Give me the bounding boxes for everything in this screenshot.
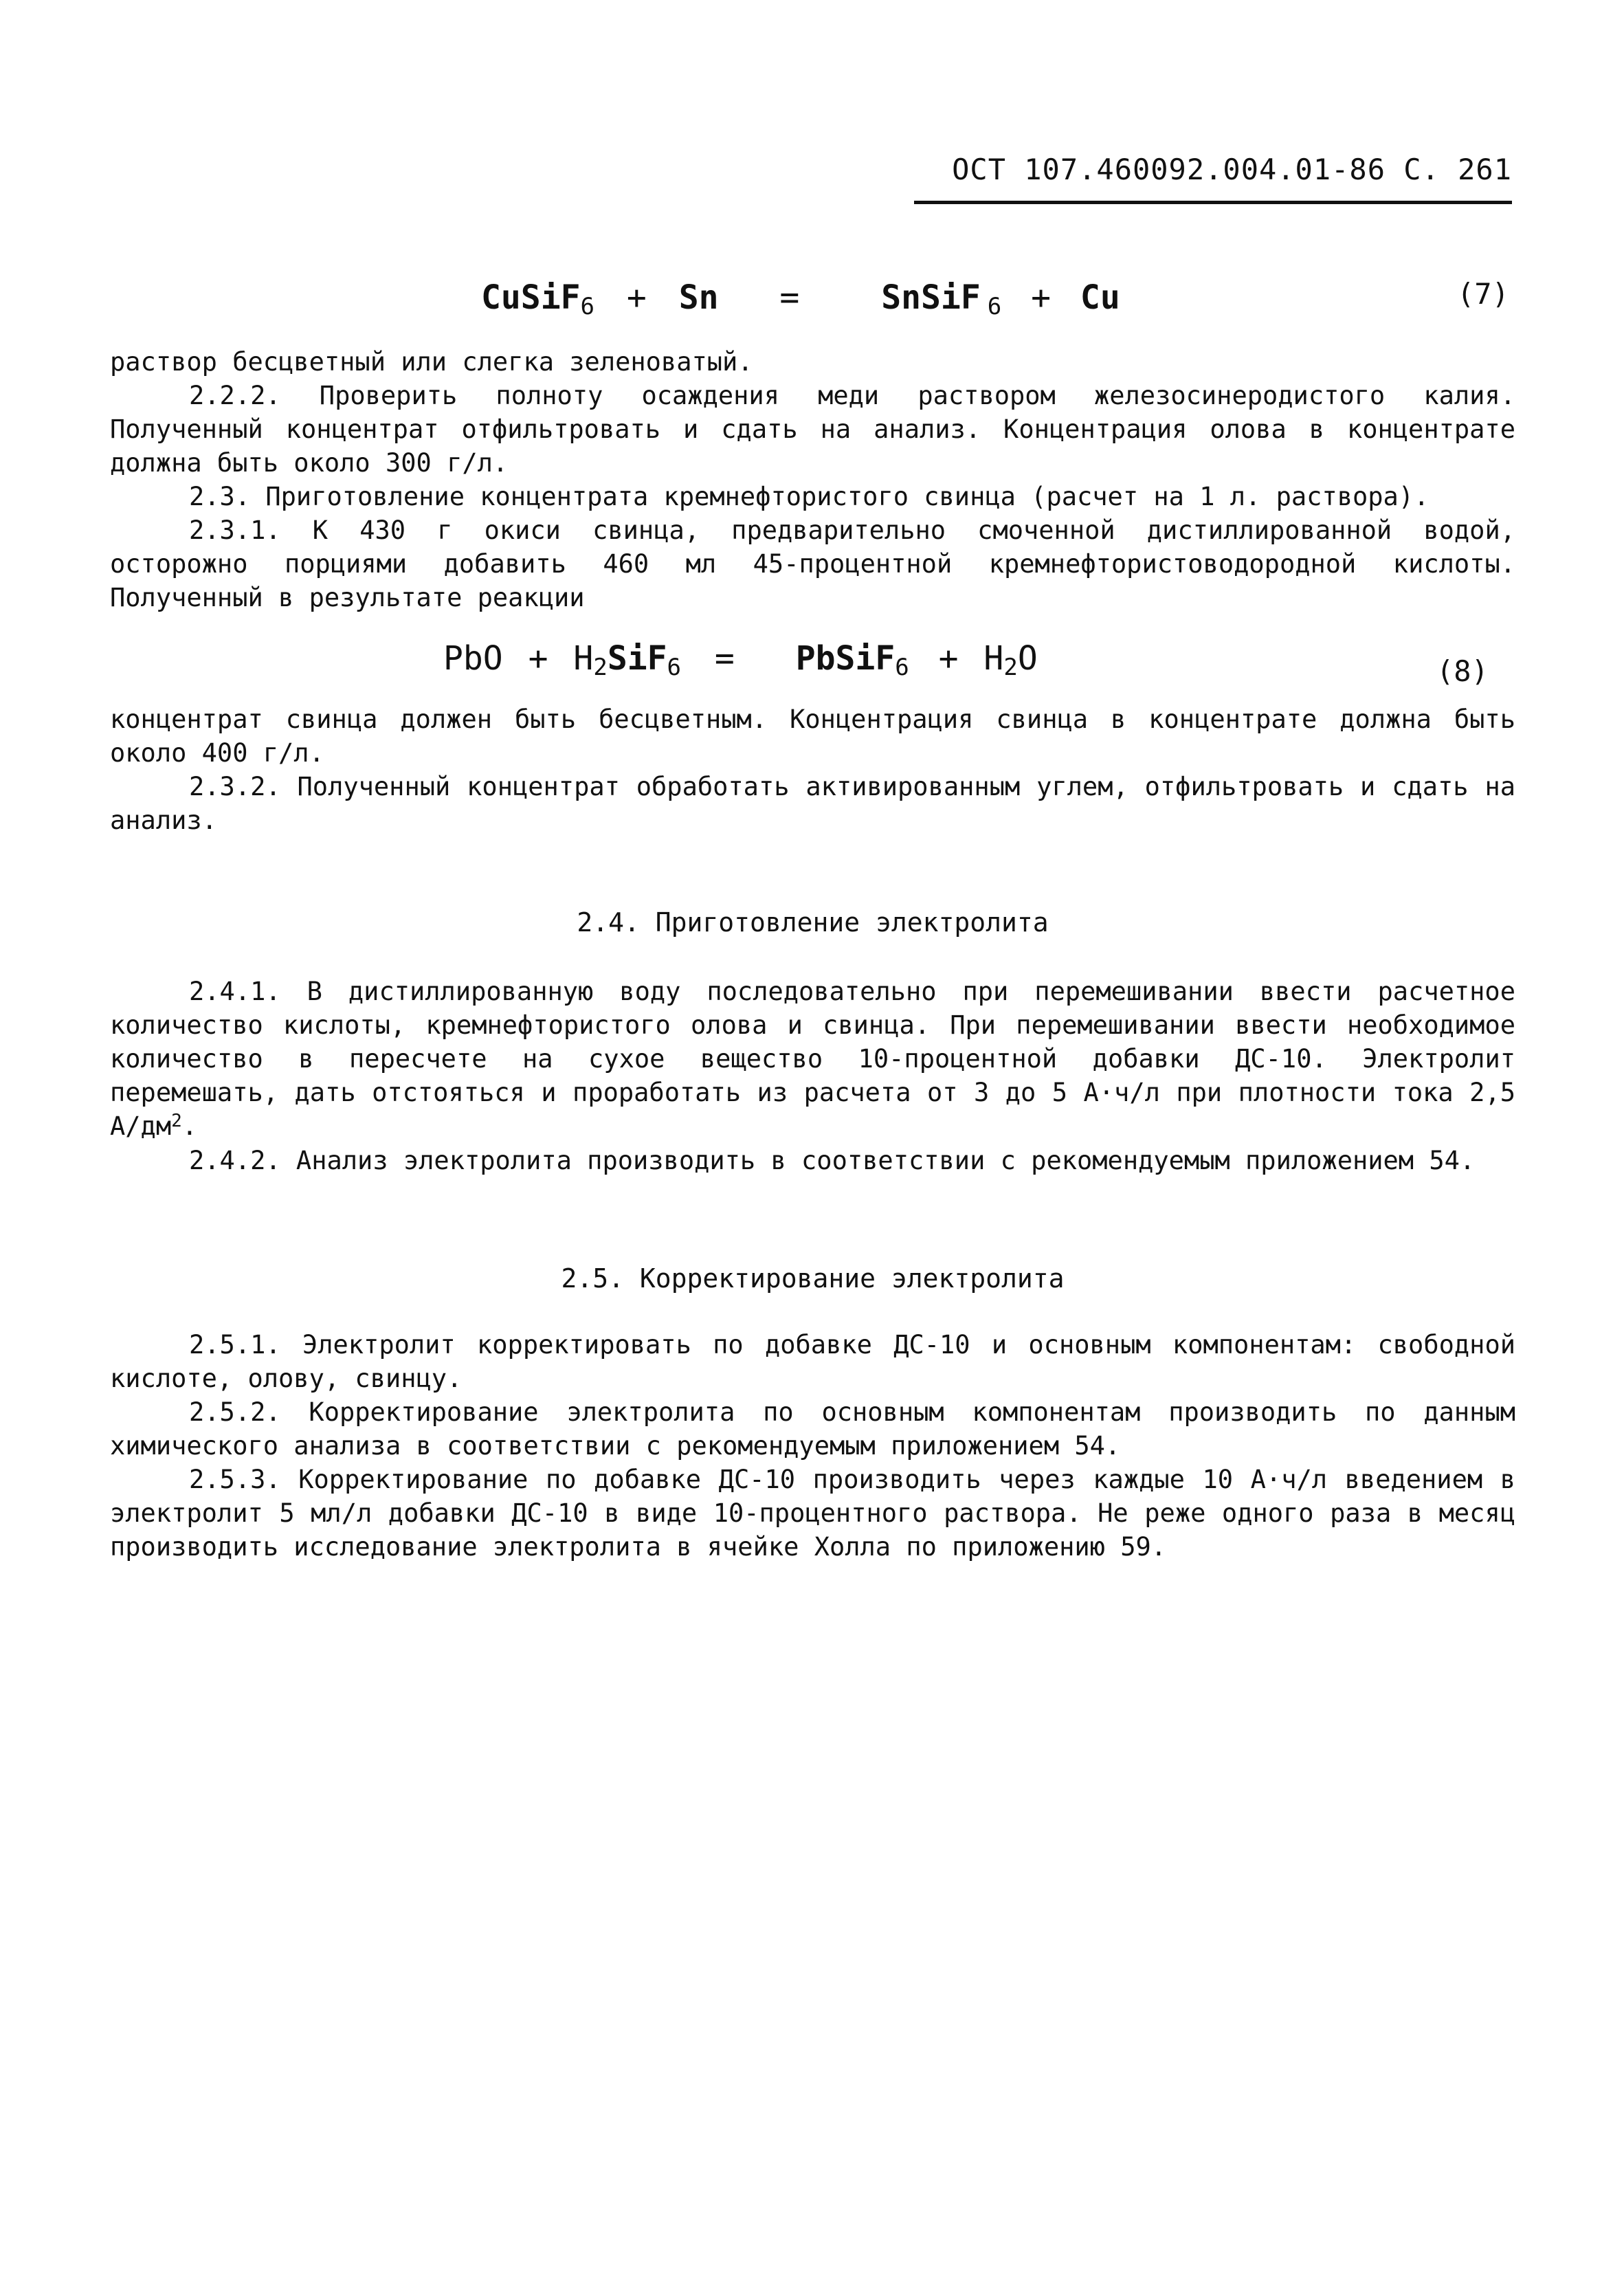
eq8-reactant-2-h: H [573,639,594,678]
paragraph-2-4-2: 2.4.2. Анализ электролита производить в соответствии с рекомендуемым приложением 54. [189,1146,1476,1175]
eq8-reactant-2-sub-1: 2 [593,654,608,681]
heading-2-4: 2.4. Приготовление электролита [577,907,1049,938]
unit-exponent: 2 [171,1111,182,1131]
paragraph-2-2-2: 2.2.2. Проверить полноту осаждения меди раствором железосинеродистого калия. Полученный концентрат отфильтровать и сдать на анализ. Концентрация олова в концентрате должна быть около 300 г/л. [110,381,1515,478]
paragraph-2-5-2: 2.5.2. Корректирование электролита по основным компонентам производить по данным химического анализа в соответствии с рекомендуемым приложением 54. [110,1397,1515,1461]
paragraph-2-5-1: 2.5.1. Электролит корректировать по добавке ДС-10 и основным компонентам: свободной кислоте, олову, свинцу. [110,1330,1515,1393]
eq7-equals: = [779,278,800,317]
eq7-plus: + [626,278,647,317]
eq8-product-1: PbSiF [795,639,896,678]
eq7-product-2: Cu [1080,278,1120,317]
equation-8-number: (8) [1436,654,1489,688]
eq7-product-1-subscript: 6 [987,293,1002,320]
eq7-product-1: SnSiF [881,278,981,317]
eq8-plus: + [528,639,548,678]
header-rule [914,201,1512,204]
paragraph-2-3-2: 2.3.2. Полученный концентрат обработать активированным углем, отфильтровать и сдать на анализ. [110,772,1515,835]
eq8-product-2-o: O [1017,639,1038,678]
eq8-product-1-subscript: 6 [895,654,909,681]
eq8-reactant-1: PbO [443,639,503,678]
heading-2-5: 2.5. Корректирование электролита [561,1263,1065,1294]
equation-7 [481,278,1120,320]
eq8-product-2-subscript: 2 [1003,654,1018,681]
paragraph-2-4-1-text: 2.4.1. В дистиллированную воду последовательно при перемешивании ввести расчетное количество кислоты, кремнефтористого олова и свинца. При перемешивании ввести необходимое количество в пересчете на сухое вещество 10-процентной добавки ДС-10. Электролит перемешать, дать отстояться и проработать из расчета от 3 до 5 А·ч/л при плотности тока 2,5 А/дм [110,977,1515,1141]
document-reference: ОСТ 107.460092.004.01-86 С. 261 [952,153,1512,186]
paragraph-color-note: раствор бесцветный или слегка зеленоватый. [110,347,753,377]
paragraph-2-3: 2.3. Приготовление концентрата кремнефтористого свинца (расчет на 1 л. раствора). [189,482,1430,511]
eq7-reactant-1-subscript: 6 [580,293,594,320]
eq7-reactant-1: CuSiF [481,278,581,317]
eq8-reactant-2-sif: SiF [607,639,667,678]
eq8-plus-2: + [938,639,959,678]
paragraph-2-4-1-end: . [181,1111,198,1141]
paragraph-2-5-3: 2.5.3. Корректирование по добавке ДС-10 производить через каждые 10 А·ч/л введением в электролит 5 мл/л добавки ДС-10 в виде 10-процентного раствора. Не реже одного раза в месяц производить исследование электролита в ячейке Холла по приложению 59. [110,1465,1515,1562]
eq7-reactant-2: Sn [678,278,719,317]
eq7-plus-2: + [1031,278,1052,317]
paragraph-2-3-1: 2.3.1. К 430 г окиси свинца, предварительно смоченной дистиллированной водой, осторожно порциями добавить 460 мл 45-процентной кремнефтористоводородной кислоты. Полученный в результате реакции [110,515,1515,612]
eq8-equals: = [714,639,735,678]
equation-7-number: (7) [1457,277,1509,311]
eq8-product-2-h: H [983,639,1004,678]
paragraph-2-4-1 [110,975,1515,1143]
paragraph-lead-concentrate: концентрат свинца должен быть бесцветным. Концентрация свинца в концентрате должна быть около 400 г/л. [110,705,1515,768]
eq8-reactant-2-sub-2: 6 [667,654,681,681]
equation-8 [443,639,1038,681]
